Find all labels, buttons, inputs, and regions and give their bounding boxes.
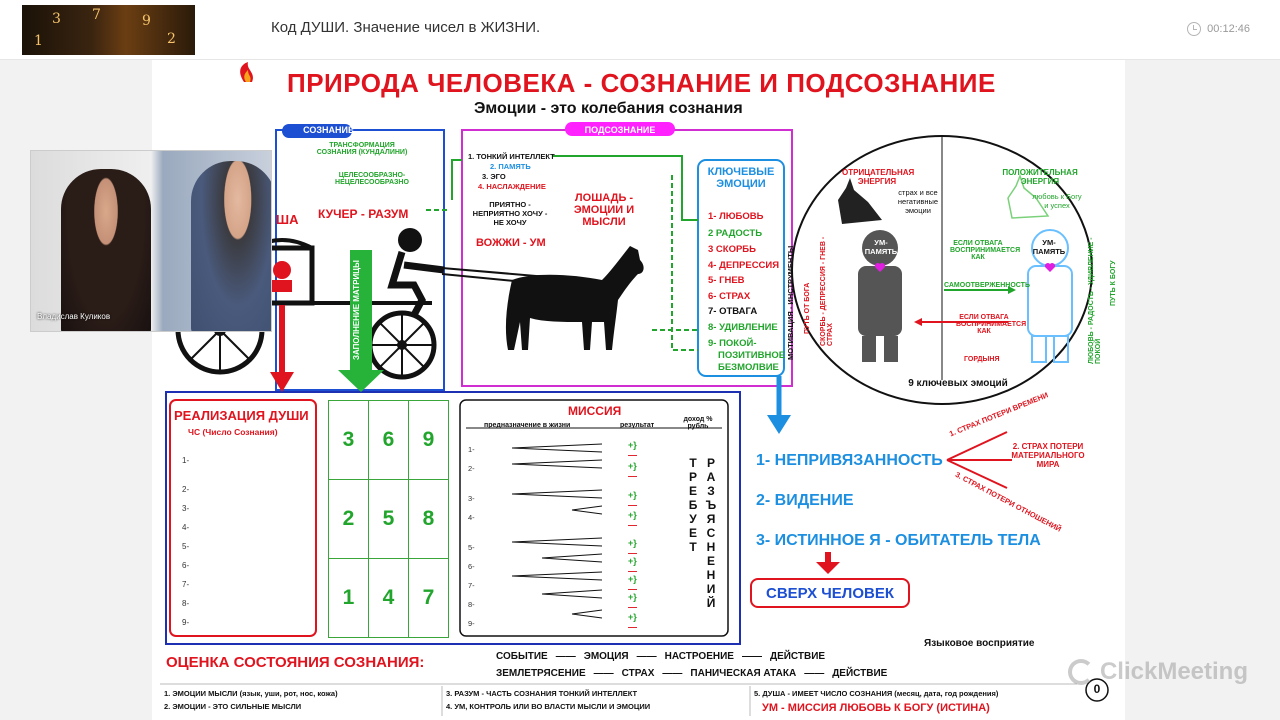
svg-text:+}: +} xyxy=(628,440,637,450)
participant-woman xyxy=(61,169,151,332)
svg-text:+}: +} xyxy=(628,612,637,622)
emotion-2: 2 РАДОСТЬ xyxy=(708,228,763,239)
dash: —— xyxy=(804,668,825,679)
chain2-item: ПАНИЧЕСКАЯ АТАКА xyxy=(690,668,797,679)
key-emotions-title: КЛЮЧЕВЫЕ ЭМОЦИИ xyxy=(707,166,775,190)
if-courage-label-1: ЕСЛИ ОТВАГА ВОСПРИНИМАЕТСЯ КАК xyxy=(950,240,1021,261)
um-memory-pos: УМ- ПАМЯТЬ xyxy=(1032,238,1066,256)
realization-row: 5- xyxy=(182,542,190,551)
mission-title: МИССИЯ xyxy=(568,404,622,418)
session-timer xyxy=(1187,22,1250,36)
point-2: 2- ВИДЕНИЕ xyxy=(756,492,854,509)
clock-icon xyxy=(1187,22,1201,36)
chain2-item: ДЕЙСТВИЕ xyxy=(832,668,888,679)
svg-text:—: — xyxy=(628,500,637,510)
svg-text:+}: +} xyxy=(628,538,637,548)
matrix-cell: 5 xyxy=(368,479,409,559)
presentation-stage xyxy=(0,60,1280,720)
coachman-icon xyxy=(398,228,422,252)
dash: —— xyxy=(555,651,576,662)
horse-icon xyxy=(506,246,644,350)
soznanie-label: СОЗНАНИЕ xyxy=(303,125,354,135)
emotion-6: 6- СТРАХ xyxy=(708,291,751,302)
love-god-label: любовь к Богу и успех xyxy=(1032,192,1082,210)
top-bar xyxy=(0,0,1280,60)
footnote-3: 3. РАЗУМ - ЧАСТЬ СОЗНАНИЯ ТОНКИЙ ИНТЕЛЛЕКТ xyxy=(446,689,638,698)
realization-row: 4- xyxy=(182,523,190,532)
chain1-item: ЭМОЦИЯ xyxy=(583,651,629,662)
matrix-arrow-icon xyxy=(338,370,384,392)
mission-row: 4- xyxy=(468,513,475,522)
point-3: 3- ИСТИННОЕ Я - ОБИТАТЕЛЬ ТЕЛА xyxy=(756,532,1041,549)
realization-row: 9- xyxy=(182,618,190,627)
mission-header-purpose: предназначение в жизни xyxy=(484,422,571,429)
path-from-god: ПУТЬ ОТ БОГА xyxy=(804,282,811,334)
negative-side: СКОРБЬ - ДЕПРЕССИЯ - ГНЕВ - СТРАХ xyxy=(820,236,834,346)
thumb-digit: 2 xyxy=(167,31,176,47)
if-courage-label-2: ЕСЛИ ОТВАГА ВОСПРИНИМАЕТСЯ КАК xyxy=(956,314,1027,335)
footnote-1: 1. ЭМОЦИИ МЫСЛИ (язык, уши, рот, нос, кожа) xyxy=(164,689,338,698)
realization-title: РЕАЛИЗАЦИЯ ДУШИ xyxy=(174,408,309,423)
matrix-cell: 6 xyxy=(368,400,409,480)
svg-text:—: — xyxy=(628,548,637,558)
mission-row: 2- xyxy=(468,464,475,473)
language-perception: Языковое восприятие xyxy=(924,638,1035,649)
motivation-label: МОТИВАЦИЯ - ИНСТРУМЕНТЫ xyxy=(786,245,795,360)
mission-love: УМ - МИССИЯ ЛЮБОВЬ К БОГУ (ИСТИНА) xyxy=(762,702,990,714)
thumb-digit: 7 xyxy=(92,7,101,23)
meeting-title: Код ДУШИ. Значение чисел в ЖИЗНИ. xyxy=(271,19,541,36)
sub-list-1: 1. ТОНКИЙ ИНТЕЛЛЕКТ xyxy=(468,152,555,161)
svg-text:—: — xyxy=(628,584,637,594)
svg-text:—: — xyxy=(628,566,637,576)
cs-label: ЧС (Число Сознания) xyxy=(188,427,278,437)
svg-text:—: — xyxy=(628,450,637,460)
mission-row: 5- xyxy=(468,543,475,552)
realization-row: 6- xyxy=(182,561,190,570)
matrix-cell: 4 xyxy=(368,558,409,638)
svg-text:+}: +} xyxy=(628,556,637,566)
svg-text:+}: +} xyxy=(628,574,637,584)
blue-arrow-icon xyxy=(767,415,791,434)
slide-title: ПРИРОДА ЧЕЛОВЕКА - СОЗНАНИЕ И ПОДСОЗНАНИЕ xyxy=(287,68,996,98)
mission-row: 3- xyxy=(468,494,475,503)
emotion-9: 9- ПОКОЙ- xyxy=(708,338,757,349)
emotion-3: 3 СКОРБЬ xyxy=(708,244,756,255)
sub-list-2: 2. ПАМЯТЬ xyxy=(490,162,531,171)
chain-2 xyxy=(496,668,887,679)
assessment-title: ОЦЕНКА СОСТОЯНИЯ СОЗНАНИЯ: xyxy=(166,654,425,671)
realization-row: 3- xyxy=(182,504,190,513)
slide xyxy=(152,60,1125,720)
chain-1 xyxy=(496,651,825,662)
emotion-9b: ПОЗИТИВНОЕ xyxy=(718,350,786,361)
selflessness-label: САМООТВЕРЖЕННОСТЬ xyxy=(944,282,1030,289)
svg-text:+}: +} xyxy=(628,510,637,520)
transformation-label: ТРАНСФОРМАЦИЯ СОЗНАНИЯ (КУНДАЛИНИ) xyxy=(316,142,408,156)
thumb-digit: 9 xyxy=(142,13,151,29)
sub-list-3: 3. ЭГО xyxy=(482,172,506,181)
chain1-item: ДЕЙСТВИЕ xyxy=(769,651,826,662)
mission-row: 7- xyxy=(468,581,475,590)
mission-header-result: результат xyxy=(620,422,655,429)
clickmeeting-logo-icon xyxy=(1068,659,1094,685)
mission-row: 9- xyxy=(468,619,475,628)
podsoznanie-label: ПОДСОЗНАНИЕ xyxy=(584,125,656,135)
mission-header-income: доход % рубль xyxy=(683,416,713,430)
chain1-item: НАСТРОЕНИЕ xyxy=(664,651,734,662)
dash: —— xyxy=(741,651,762,662)
path-to-god: ПУТЬ К БОГУ xyxy=(1110,260,1117,306)
matrix-cell: 2 xyxy=(328,479,369,559)
emotion-7: 7- ОТВАГА xyxy=(708,306,758,317)
dash: —— xyxy=(662,668,683,679)
matrix-cell: 9 xyxy=(408,400,449,480)
emotion-5: 5- ГНЕВ xyxy=(708,275,745,286)
fear-1: 1. СТРАХ ПОТЕРИ ВРЕМЕНИ xyxy=(948,390,1050,439)
mission-result-marks xyxy=(512,438,642,638)
footnote-4: 4. УМ, КОНТРОЛЬ ИЛИ ВО ВЛАСТИ МЫСЛИ И ЭМОЦИИ xyxy=(446,702,651,711)
requires-vertical: Т Р Е Б У Е Т xyxy=(688,456,698,554)
emotion-9c: БЕЗМОЛВИЕ xyxy=(718,362,779,373)
pleasant-label: ПРИЯТНО - НЕПРИЯТНО ХОЧУ - НЕ ХОЧУ xyxy=(472,200,548,227)
svg-text:+}: +} xyxy=(628,592,637,602)
matrix-cell: 1 xyxy=(328,558,369,638)
chain1-item: СОБЫТИЕ xyxy=(496,651,548,662)
svg-text:+}: +} xyxy=(628,461,637,471)
thumb-digit: 1 xyxy=(34,33,43,49)
fear-3: 3. СТРАХ ПОТЕРИ ОТНОШЕНИЙ xyxy=(953,470,1063,534)
matrix-fill-label: ЗАПОЛНЕНИЕ МАТРИЦЫ xyxy=(352,260,361,360)
svg-text:—: — xyxy=(628,602,637,612)
emotion-4: 4- ДЕПРЕССИЯ xyxy=(708,260,780,271)
emotion-1: 1- ЛЮБОВЬ xyxy=(708,211,764,222)
sub-list-4: 4. НАСЛАЖДЕНИЕ xyxy=(478,182,546,191)
positive-side: ЛЮБОВЬ - РАДОСТЬ - УДИВЛЕНИЕ - ПОКОЙ xyxy=(1088,237,1102,364)
expedient-label: ЦЕЛЕСООБРАЗНО- НЕЦЕЛЕСООБРАЗНО xyxy=(335,172,409,186)
positive-energy-label: ПОЛОЖИТЕЛЬНАЯ ЭНЕРГИЯ xyxy=(1002,168,1078,186)
footnote-2: 2. ЭМОЦИИ - ЭТО СИЛЬНЫЕ МЫСЛИ xyxy=(164,702,302,711)
pride-label: ГОРДЫНЯ xyxy=(964,356,1000,363)
dash: —— xyxy=(593,668,614,679)
passenger-icon xyxy=(273,261,291,279)
chain2-item: ЗЕМЛЕТРЯСЕНИЕ xyxy=(496,668,586,679)
negative-energy-label: ОТРИЦАТЕЛЬНАЯ ЭНЕРГИЯ xyxy=(842,168,915,186)
footnote-5: 5. ДУША - ИМЕЕТ ЧИСЛО СОЗНАНИЯ (месяц, дата, год рождения) xyxy=(754,689,999,698)
mission-row: 8- xyxy=(468,600,475,609)
realization-row: 2- xyxy=(182,485,190,494)
timer-value: 00:12:46 xyxy=(1207,23,1250,35)
explanations-vertical: Р А З Ъ Я С Н Е Н И Й xyxy=(705,456,717,610)
emotion-8: 8- УДИВЛЕНИЕ xyxy=(708,322,778,333)
svg-text:—: — xyxy=(628,471,637,481)
mission-row: 1- xyxy=(468,445,475,454)
mission-row: 6- xyxy=(468,562,475,571)
dusha-label: ША xyxy=(276,212,299,227)
reins-label: ВОЖЖИ - УМ xyxy=(476,237,546,249)
slide-number: 0 xyxy=(1093,682,1101,696)
webcam-video-tile[interactable] xyxy=(30,150,272,332)
participant-man xyxy=(191,161,272,332)
svg-text:—: — xyxy=(628,622,637,632)
realization-row: 7- xyxy=(182,580,190,589)
horse-label: ЛОШАДЬ - ЭМОЦИИ И МЫСЛИ xyxy=(573,192,635,228)
matrix-cell: 7 xyxy=(408,558,449,638)
fear-negative-label: страх и все негативные эмоции xyxy=(897,188,939,215)
matrix-cell: 8 xyxy=(408,479,449,559)
fear-2: 2. СТРАХ ПОТЕРИ МАТЕРИАЛЬНОГО МИРА xyxy=(1011,442,1085,469)
realization-row: 8- xyxy=(182,599,190,608)
chain2-item: СТРАХ xyxy=(621,668,655,679)
clickmeeting-watermark xyxy=(1068,658,1248,686)
superman-box: СВЕРХ ЧЕЛОВЕК xyxy=(750,578,910,608)
participant-name: Владислав Куликов xyxy=(37,312,111,321)
realization-row: 1- xyxy=(182,456,190,465)
coachman-label: КУЧЕР - РАЗУМ xyxy=(318,207,409,221)
um-memory-neg: УМ- ПАМЯТЬ xyxy=(864,238,898,256)
matrix-cell: 3 xyxy=(328,400,369,480)
svg-text:—: — xyxy=(628,520,637,530)
thumb-digit: 3 xyxy=(52,11,61,27)
slide-subtitle: Эмоции - это колебания сознания xyxy=(474,100,743,117)
svg-text:+}: +} xyxy=(628,490,637,500)
dash: —— xyxy=(636,651,657,662)
nine-key-label: 9 ключевых эмоций xyxy=(908,378,1008,389)
superman-arrow-icon xyxy=(816,562,840,574)
point-1: 1- НЕПРИВЯЗАННОСТЬ xyxy=(756,452,943,469)
watermark-text: ClickMeeting xyxy=(1099,658,1248,685)
presentation-thumbnail[interactable] xyxy=(22,5,195,55)
